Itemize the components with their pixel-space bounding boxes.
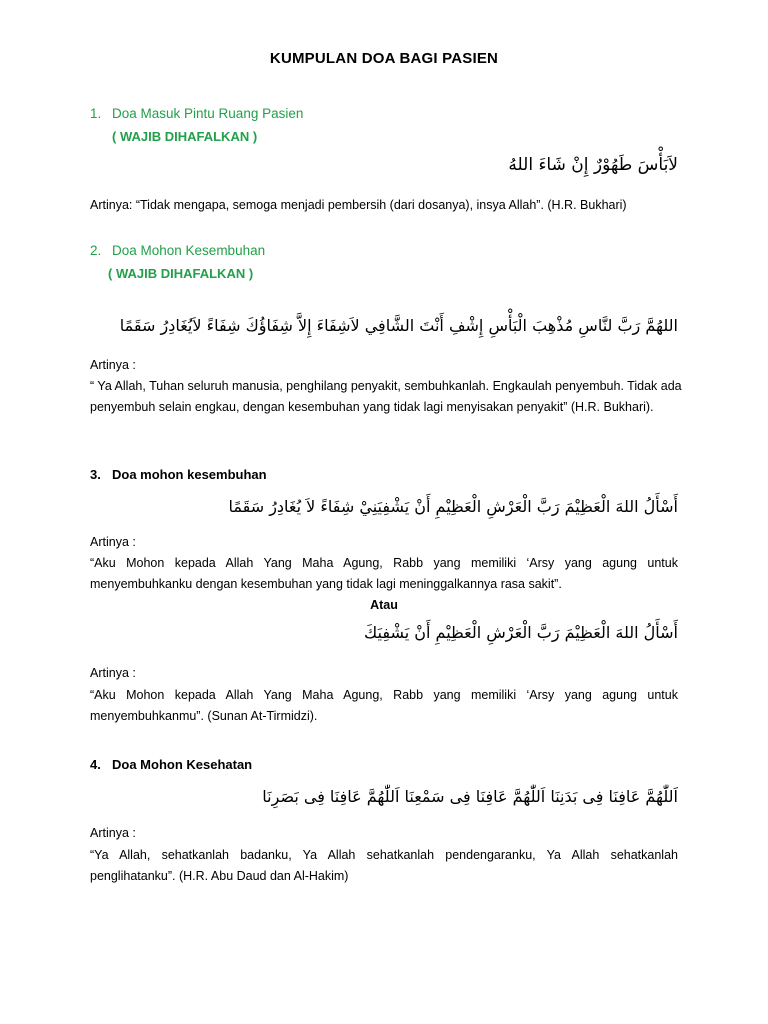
section-3-artinya-label: Artinya : [90, 535, 136, 549]
section-3-artinya-alt: “Aku Mohon kepada Allah Yang Maha Agung, Rabb yang memiliki ‘Arsy yang agung untuk menyembuhkanmu”. (Sunan At-Tirmidzi). [90, 688, 678, 723]
section-3-artinya: “Aku Mohon kepada Allah Yang Maha Agung, Rabb yang memiliki ‘Arsy yang agung untuk menyembuhkanku dengan kesembuhan yang tidak lagi meninggalkannya rasa sakit”. [90, 556, 678, 591]
section-3-heading [90, 467, 267, 482]
section-3-atau: Atau [370, 598, 398, 612]
section-1-note: ( WAJIB DIHAFALKAN ) [112, 129, 258, 144]
section-3-arabic: أَسْأَلُ اللهَ الْعَظِيْمَ رَبَّ الْعَرْشِ الْعَظِيْمِ أَنْ يَشْفِيَنِيْ شِفَاءً لاَ يُغَادِرُ سَقَمًا [228, 497, 678, 516]
section-3-artinya-alt-label: Artinya : [90, 666, 136, 680]
section-2-artinya-label: Artinya : [90, 358, 136, 372]
section-2-title: Doa Mohon Kesembuhan [112, 243, 266, 258]
section-1-number: 1. [90, 106, 102, 121]
page-title: KUMPULAN DOA BAGI PASIEN [269, 50, 499, 67]
section-1-heading [90, 106, 303, 121]
section-4-arabic: اَللّٰهُمَّ عَافِنَا فِى بَدَنِنَا اَللّٰهُمَّ عَافِنَا فِى سَمْعِنَا اَللّٰهُمَّ عَافِنَا فِى بَصَرِنَا [262, 787, 678, 806]
section-1-title: Doa Masuk Pintu Ruang Pasien [112, 106, 304, 121]
section-2-artinya: “ Ya Allah, Tuhan seluruh manusia, penghilang penyakit, sembuhkanlah. Engkaulah penyembuh. Tidak ada penyembuh selain engkau, dengan kesembuhan yang tidak lagi menyisakan penyakit” (H.R. Bukhari). [90, 379, 682, 414]
section-4-heading [90, 757, 252, 772]
section-2-heading [90, 243, 265, 258]
section-2-note: ( WAJIB DIHAFALKAN ) [108, 266, 254, 281]
section-3-number: 3. [90, 467, 101, 482]
section-4-title: Doa Mohon Kesehatan [112, 757, 253, 772]
section-1-artinya: Artinya: “Tidak mengapa, semoga menjadi pembersih (dari dosanya), insya Allah”. (H.R. Bukhari) [90, 198, 627, 212]
section-4-artinya-label: Artinya : [90, 826, 136, 840]
section-4-number: 4. [90, 757, 101, 772]
section-2-arabic: اللهُمَّ رَبَّ لنَّاسِ مُذْهِبَ الْبَأْسِ إِشْفِ أَنْتَ الشَّافِي لاَشِفَاءَ إِلاَّ شِفَاؤُكَ شِفَاءً لاَيُغَادِرُ سَقَمًا [119, 316, 678, 335]
section-3-title: Doa mohon kesembuhan [112, 467, 267, 482]
section-2-number: 2. [90, 243, 102, 258]
section-1-arabic: لاَبَأْسَ طَهُوْرٌ إِنْ شَاءَ اللهُ [508, 155, 678, 175]
section-3-arabic-alt: أَسْأَلُ اللهَ الْعَظِيْمَ رَبَّ الْعَرْشِ الْعَظِيْمِ أَنْ يَشْفِيَكَ [364, 623, 678, 642]
section-4-artinya: “Ya Allah, sehatkanlah badanku, Ya Allah sehatkanlah pendengaranku, Ya Allah sehatkanlah penglihatanku”. (H.R. Abu Daud dan Al-Hakim) [90, 848, 678, 883]
